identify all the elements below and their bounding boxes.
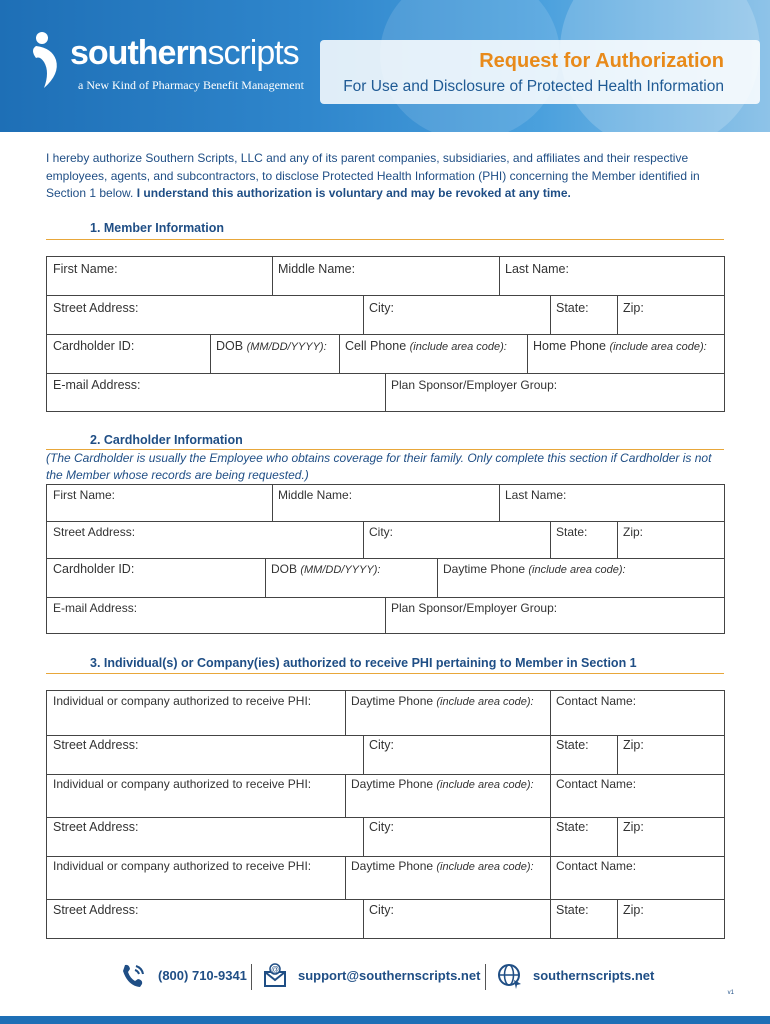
section-2-heading: 2. Cardholder Information (90, 433, 243, 447)
street-address-field[interactable]: Street Address: (53, 301, 139, 315)
footer-website[interactable]: southernscripts.net (533, 968, 655, 983)
last-name-field[interactable]: Last Name: (505, 488, 567, 502)
state-field[interactable]: State: (556, 903, 589, 917)
contact-name-field[interactable]: Contact Name: (556, 694, 637, 708)
page-title: Request for Authorization (479, 50, 724, 72)
city-field[interactable]: City: (369, 738, 394, 752)
contact-name-field[interactable]: Contact Name: (556, 859, 637, 873)
globe-icon (496, 962, 524, 990)
logo-tagline: a New Kind of Pharmacy Benefit Management (78, 78, 304, 92)
authorized-party-field[interactable]: Individual or company authorized to receive PHI: (53, 777, 312, 791)
first-name-field[interactable]: First Name: (53, 488, 116, 502)
city-field[interactable]: City: (369, 301, 394, 315)
zip-field[interactable]: Zip: (623, 738, 644, 752)
cell-phone-field[interactable]: Cell Phone (include area code): (345, 339, 507, 353)
daytime-phone-field[interactable]: Daytime Phone (include area code): (351, 777, 534, 791)
section-3-heading: 3. Individual(s) or Company(ies) authorized to receive PHI pertaining to Member in Section 1 (90, 656, 637, 670)
zip-field[interactable]: Zip: (623, 903, 644, 917)
zip-field[interactable]: Zip: (623, 525, 644, 539)
authorization-statement: I hereby authorize Southern Scripts, LLC and any of its parent companies, subsidiaries, and affiliates and their respective employees, agents, and subcontractors, to disclose Protected Health Information (PHI) concerning the Member identified in Section 1 below. I understand this authorization is voluntary and may be revoked at any time. (46, 151, 700, 200)
state-field[interactable]: State: (556, 738, 589, 752)
logo-wordmark: southernscripts (70, 34, 299, 72)
state-field[interactable]: State: (556, 301, 589, 315)
header-banner (0, 0, 770, 132)
footer-divider (485, 964, 486, 990)
home-phone-field[interactable]: Home Phone (include area code): (533, 339, 707, 353)
phone-icon (120, 962, 146, 990)
daytime-phone-field[interactable]: Daytime Phone (include area code): (351, 694, 534, 708)
street-address-field[interactable]: Street Address: (53, 525, 136, 539)
email-field[interactable]: E-mail Address: (53, 601, 138, 615)
state-field[interactable]: State: (556, 820, 589, 834)
authorized-party-field[interactable]: Individual or company authorized to receive PHI: (53, 859, 312, 873)
middle-name-field[interactable]: Middle Name: (278, 488, 353, 502)
middle-name-field[interactable]: Middle Name: (278, 262, 356, 276)
city-field[interactable]: City: (369, 820, 394, 834)
cardholder-id-field[interactable]: Cardholder ID: (53, 562, 135, 576)
footer-divider (251, 964, 252, 990)
last-name-field[interactable]: Last Name: (505, 262, 569, 276)
svg-text:@: @ (270, 965, 280, 974)
bottom-bar (0, 1016, 770, 1024)
footer-email[interactable]: support@southernscripts.net (298, 968, 481, 983)
authorized-recipients-table (46, 690, 725, 939)
street-address-field[interactable]: Street Address: (53, 903, 139, 917)
contact-name-field[interactable]: Contact Name: (556, 777, 637, 791)
email-field[interactable]: E-mail Address: (53, 378, 141, 392)
daytime-phone-field[interactable]: Daytime Phone (include area code): (351, 859, 534, 873)
plan-sponsor-field[interactable]: Plan Sponsor/Employer Group: (391, 378, 558, 392)
dob-field[interactable]: DOB (MM/DD/YYYY): (271, 562, 381, 576)
cardholder-id-field[interactable]: Cardholder ID: (53, 339, 135, 353)
street-address-field[interactable]: Street Address: (53, 738, 139, 752)
section-divider (46, 239, 724, 240)
first-name-field[interactable]: First Name: (53, 262, 118, 276)
plan-sponsor-field[interactable]: Plan Sponsor/Employer Group: (391, 601, 558, 615)
daytime-phone-field[interactable]: Daytime Phone (include area code): (443, 562, 626, 576)
authorized-party-field[interactable]: Individual or company authorized to receive PHI: (53, 694, 312, 708)
version-label: v1 (727, 990, 734, 996)
state-field[interactable]: State: (556, 525, 588, 539)
zip-field[interactable]: Zip: (623, 301, 644, 315)
cardholder-info-table (46, 484, 725, 634)
cardholder-note: (The Cardholder is usually the Employee who obtains coverage for their family. Only complete this section if Cardholder is not the Member whose records are being requested.) (46, 451, 712, 482)
section-divider (46, 673, 724, 674)
street-address-field[interactable]: Street Address: (53, 820, 139, 834)
email-icon (262, 962, 288, 990)
member-info-table (46, 256, 725, 412)
logo-figure-icon (30, 30, 64, 90)
section-1-heading: 1. Member Information (90, 221, 225, 235)
zip-field[interactable]: Zip: (623, 820, 644, 834)
page-subtitle: For Use and Disclosure of Protected Health Information (343, 78, 724, 95)
city-field[interactable]: City: (369, 903, 394, 917)
city-field[interactable]: City: (369, 525, 393, 539)
contact-footer (0, 962, 770, 992)
dob-field[interactable]: DOB (MM/DD/YYYY): (216, 339, 327, 353)
footer-phone[interactable]: (800) 710-9341 (158, 968, 247, 983)
